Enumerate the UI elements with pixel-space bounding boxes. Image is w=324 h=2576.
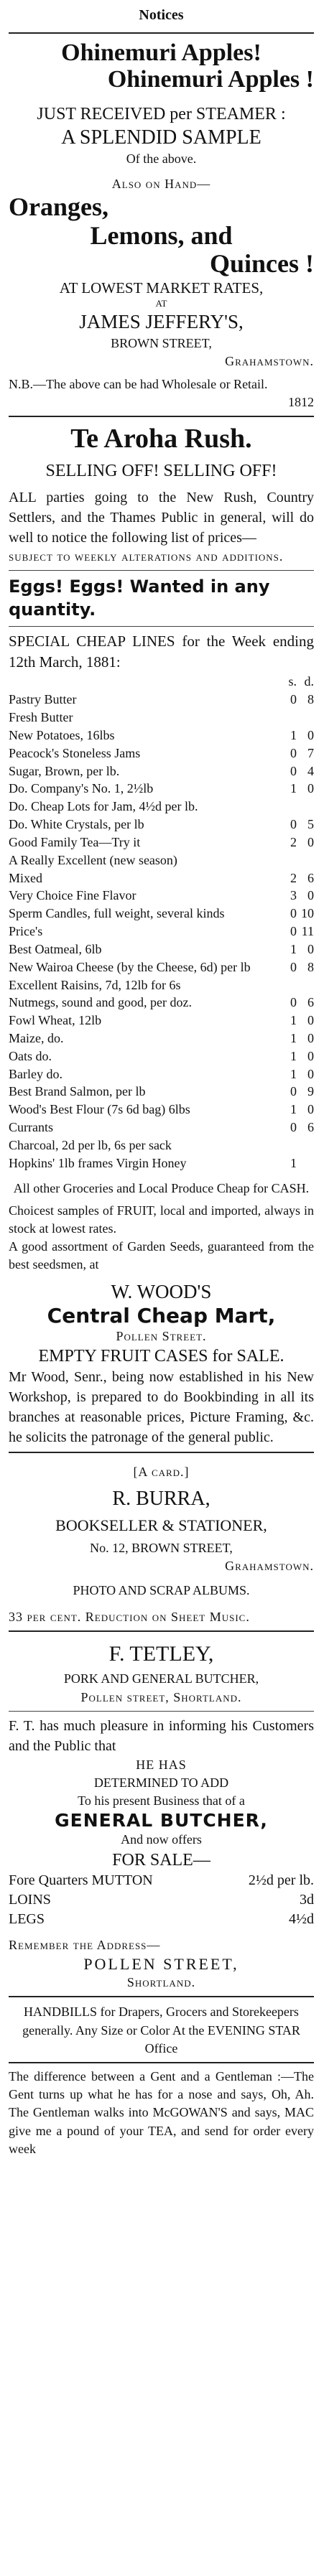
price-row: [9, 691, 314, 709]
price-row: [9, 994, 314, 1012]
price-head: [9, 673, 314, 691]
advert-burra: [9, 1463, 314, 1625]
sale-item: Fore Quarters MUTTON: [9, 1872, 153, 1888]
town-text: Shortland.: [126, 1975, 196, 1990]
address-text: No. 12, BROWN STREET,: [90, 1541, 233, 1556]
price-item: New Potatoes, 16lbs: [9, 727, 115, 742]
mart-name: Central Cheap Mart,: [47, 1304, 276, 1328]
divider: [9, 1452, 314, 1453]
determined-text: DETERMINED TO ADD: [93, 1775, 229, 1790]
ad-number: 1812: [288, 394, 314, 409]
divider: [9, 2062, 314, 2063]
quinces-text: Quinces !: [209, 249, 314, 279]
remember-text: Remember the Address—: [9, 1937, 161, 1952]
divider: [9, 1711, 314, 1712]
town-text: Grahamstown.: [225, 1559, 314, 1574]
price-shillings: 0: [290, 692, 297, 707]
price-item: Oats do.: [9, 1048, 52, 1063]
price-item: Sugar, Brown, per lb.: [9, 763, 120, 778]
price-item: Fowl Wheat, 12lb: [9, 1013, 102, 1028]
section-title: Notices: [139, 7, 184, 23]
price-pence: 6: [307, 1120, 314, 1135]
price-row: [9, 727, 314, 745]
price-pence: [297, 709, 314, 727]
price-row: [9, 816, 314, 834]
price-row: [9, 762, 314, 780]
price-item: Currants: [9, 1120, 53, 1135]
price-item: Barley do.: [9, 1066, 63, 1081]
price-shillings: 1: [290, 1155, 297, 1170]
price-shillings: 2: [290, 870, 297, 885]
price-item: Good Family Tea—Try it: [9, 834, 141, 849]
price-shillings: [279, 851, 297, 869]
price-row: [9, 958, 314, 976]
price-pence: 8: [307, 692, 314, 707]
price-rows: [9, 691, 314, 1172]
headline: Ohinemuri Apples !: [107, 66, 314, 93]
price-shillings: 1: [290, 1102, 297, 1117]
pence-head: d.: [304, 674, 314, 689]
price-shillings: 1: [290, 941, 297, 956]
price-shillings: 0: [290, 1084, 297, 1099]
price-pence: [297, 798, 314, 816]
reduction-text: 33 per cent. Reduction on Sheet Music.: [9, 1609, 250, 1624]
card-label: [A card.]: [133, 1465, 190, 1480]
price-pence: [297, 1154, 314, 1172]
trade-text: BOOKSELLER & STATIONER,: [55, 1516, 267, 1534]
price-row: [9, 1030, 314, 1047]
lemons-text: Lemons, and: [90, 220, 233, 250]
merchant-name: JAMES JEFFERY'S,: [79, 311, 244, 333]
eggs-wanted: Eggs! Eggs! Wanted in any quantity.: [9, 576, 270, 620]
price-row: [9, 851, 314, 869]
price-pence: 0: [307, 781, 314, 796]
price-row: [9, 1101, 314, 1119]
advert-apples: [9, 39, 314, 411]
street-text: BROWN STREET,: [111, 336, 212, 351]
advert-handbills: [9, 2003, 314, 2058]
price-item: Best Oatmeal, 6lb: [9, 941, 102, 956]
price-pence: 5: [307, 817, 314, 832]
at-text: AT: [155, 298, 167, 309]
photo-text: PHOTO AND SCRAP ALBUMS.: [73, 1582, 250, 1597]
special-text: SPECIAL CHEAP LINES for the Week ending 12th March, 1881:: [9, 632, 314, 671]
sale-price: 3d: [300, 1891, 314, 1908]
bookbinding-text: Mr Wood, Senr., being now established in his New Workshop, is prepared to do Bookbinding in all its branches at reasonable prices, Picture Framing, &c. he solicits the patronage of the general public.: [9, 1369, 314, 1446]
price-list: [9, 673, 314, 1172]
price-shillings: 1: [290, 1030, 297, 1045]
divider: [9, 626, 314, 627]
seeds-text: A good assortment of Garden Seeds, guaranteed from the best seedsmen, at: [9, 1239, 314, 1272]
price-item: Price's: [9, 924, 43, 939]
price-item: Pastry Butter: [9, 692, 77, 707]
general-butcher-text: GENERAL BUTCHER,: [55, 1810, 268, 1831]
price-shillings: 1: [290, 1048, 297, 1063]
price-pence: 0: [307, 1066, 314, 1081]
shillings-head: s.: [288, 674, 297, 689]
price-pence: 9: [307, 1084, 314, 1099]
divider: [9, 1630, 314, 1632]
sale-price: 4½d: [289, 1910, 314, 1927]
price-item: Charcoal, 2d per lb, 6s per sack: [9, 1137, 172, 1152]
price-pence: [297, 1137, 314, 1154]
price-shillings: 2: [290, 834, 297, 849]
sale-row: [9, 1910, 314, 1929]
price-item: Fresh Butter: [9, 710, 73, 725]
price-shillings: 0: [290, 745, 297, 760]
merchant-name: F. TETLEY,: [108, 1641, 214, 1666]
price-item: Peacock's Stoneless Jams: [9, 745, 141, 760]
price-row: [9, 1065, 314, 1083]
price-row: [9, 1154, 314, 1172]
of-above-text: Of the above.: [126, 151, 197, 166]
price-shillings: 1: [290, 1013, 297, 1028]
trade-text: PORK AND GENERAL BUTCHER,: [63, 1671, 259, 1686]
cases-text: EMPTY FRUIT CASES for SALE.: [38, 1347, 284, 1366]
divider: [9, 570, 314, 571]
price-shillings: [279, 976, 297, 994]
sale-price: 2½d per lb.: [248, 1872, 314, 1888]
also-text: Also on Hand—: [111, 176, 211, 191]
oranges-text: Oranges,: [9, 192, 108, 222]
sale-items: [9, 1871, 314, 1929]
gent-text: The difference between a Gent and a Gentleman :—The Gent turns up what he has for a nose and says, Oh, Ah. The Gentleman walks into McGOWAN'S and says, MAC give me a pound of your TEA, and send for order every week: [9, 2068, 314, 2156]
price-row: [9, 887, 314, 905]
advert-tetley: [9, 1641, 314, 1992]
price-row: [9, 869, 314, 887]
price-item: Maize, do.: [9, 1030, 64, 1045]
price-item: Sperm Candles, full weight, several kinds: [9, 906, 225, 921]
price-item: Mixed: [9, 870, 42, 885]
price-shillings: 0: [290, 906, 297, 921]
price-pence: 6: [307, 995, 314, 1010]
price-pence: 0: [307, 834, 314, 849]
price-item: Do. Cheap Lots for Jam, 4½d per lb.: [9, 799, 198, 814]
price-shillings: 1: [290, 1066, 297, 1081]
body-text: ALL parties going to the New Rush, Country Settlers, and the Thames Public in general, will do well to notice the following list of prices—: [9, 489, 314, 546]
present-text: To his present Business that of a: [78, 1793, 245, 1809]
market-text: AT LOWEST MARKET RATES,: [59, 279, 264, 297]
price-shillings: [279, 798, 297, 816]
price-pence: 0: [307, 1048, 314, 1063]
price-pence: 0: [307, 1102, 314, 1117]
price-item: Do. Company's No. 1, 2½lb: [9, 781, 154, 796]
intro-text: JUST RECEIVED per STEAMER :: [37, 104, 286, 123]
price-shillings: 0: [290, 995, 297, 1010]
price-pence: 11: [301, 924, 314, 939]
price-row: [9, 905, 314, 923]
price-item: Very Choice Fine Flavor: [9, 888, 136, 903]
price-row: [9, 780, 314, 798]
price-shillings: 0: [290, 817, 297, 832]
price-shillings: 0: [290, 1120, 297, 1135]
handbills-text: HANDBILLS for Drapers, Grocers and Storekeepers generally. Any Size or Color At the EVENING STAR Office: [22, 2005, 300, 2055]
price-shillings: 0: [290, 763, 297, 778]
price-row: [9, 1083, 314, 1101]
price-row: [9, 1047, 314, 1065]
sale-item: LEGS: [9, 1910, 45, 1927]
note-text: N.B.—The above can be had Wholesale or Retail.: [9, 376, 268, 391]
price-pence: [297, 851, 314, 869]
street-text: Pollen Street.: [116, 1329, 207, 1344]
price-pence: 7: [307, 745, 314, 760]
sale-row: [9, 1890, 314, 1910]
price-shillings: 0: [290, 959, 297, 974]
price-shillings: 1: [290, 781, 297, 796]
price-row: [9, 798, 314, 816]
divider: [9, 1996, 314, 1997]
advert-te-aroha: [9, 424, 314, 1448]
price-row: [9, 1137, 314, 1154]
price-item: Hopkins' 1lb frames Virgin Honey: [9, 1155, 187, 1170]
price-row: [9, 923, 314, 941]
for-sale-text: FOR SALE—: [112, 1850, 210, 1870]
divider: [9, 32, 314, 34]
price-pence: 4: [307, 763, 314, 778]
he-has-text: HE HAS: [136, 1757, 187, 1772]
price-row: [9, 976, 314, 994]
price-row: [9, 745, 314, 762]
price-pence: [297, 976, 314, 994]
price-item: Best Brand Salmon, per lb: [9, 1084, 146, 1099]
price-pence: 10: [301, 906, 314, 921]
headline: Te Aroha Rush.: [70, 423, 252, 454]
sample-text: A SPLENDID SAMPLE: [61, 126, 261, 149]
price-item: Do. White Crystals, per lb: [9, 817, 144, 832]
sale-item: LOINS: [9, 1891, 51, 1908]
price-pence: 0: [307, 1030, 314, 1045]
price-shillings: 0: [290, 924, 297, 939]
merchant-name: R. BURRA,: [112, 1487, 210, 1510]
price-shillings: [279, 709, 297, 727]
price-row: [9, 1012, 314, 1030]
price-item: Wood's Best Flour (7s 6d bag) 6lbs: [9, 1102, 190, 1117]
price-pence: 0: [307, 941, 314, 956]
price-pence: 8: [307, 959, 314, 974]
groceries-text: All other Groceries and Local Produce Cheap for CASH.: [13, 1180, 310, 1195]
price-item: New Wairoa Cheese (by the Cheese, 6d) per lb: [9, 959, 251, 974]
price-pence: 6: [307, 870, 314, 885]
price-pence: 0: [307, 888, 314, 903]
price-item: Excellent Raisins, 7d, 12lb for 6s: [9, 977, 181, 992]
price-shillings: 1: [290, 727, 297, 742]
town-text: Grahamstown.: [225, 354, 314, 369]
street-text: POLLEN STREET,: [83, 1954, 239, 1973]
price-row: [9, 941, 314, 958]
price-shillings: [279, 1137, 297, 1154]
divider: [9, 416, 314, 417]
price-item: A Really Excellent (new season): [9, 852, 177, 867]
choicest-text: Choicest samples of FRUIT, local and imported, always in stock at lowest rates.: [9, 1203, 314, 1236]
offers-text: And now offers: [121, 1832, 202, 1847]
headline: Ohinemuri Apples!: [61, 39, 261, 66]
price-pence: 0: [307, 727, 314, 742]
subject-text: subject to weekly alterations and additions.: [9, 549, 284, 564]
price-item: Nutmegs, sound and good, per doz.: [9, 995, 192, 1010]
price-row: [9, 834, 314, 851]
address-text: Pollen street, Shortland.: [80, 1689, 242, 1704]
selling-text: SELLING OFF! SELLING OFF!: [45, 461, 277, 480]
price-shillings: 3: [290, 888, 297, 903]
sale-row: [9, 1871, 314, 1890]
merchant-name: W. WOOD'S: [111, 1280, 212, 1302]
price-pence: 0: [307, 1013, 314, 1028]
price-row: [9, 1119, 314, 1137]
body-text: F. T. has much pleasure in informing his Customers and the Public that: [9, 1717, 314, 1754]
price-row: [9, 709, 314, 727]
advert-gent: [9, 2068, 314, 2158]
